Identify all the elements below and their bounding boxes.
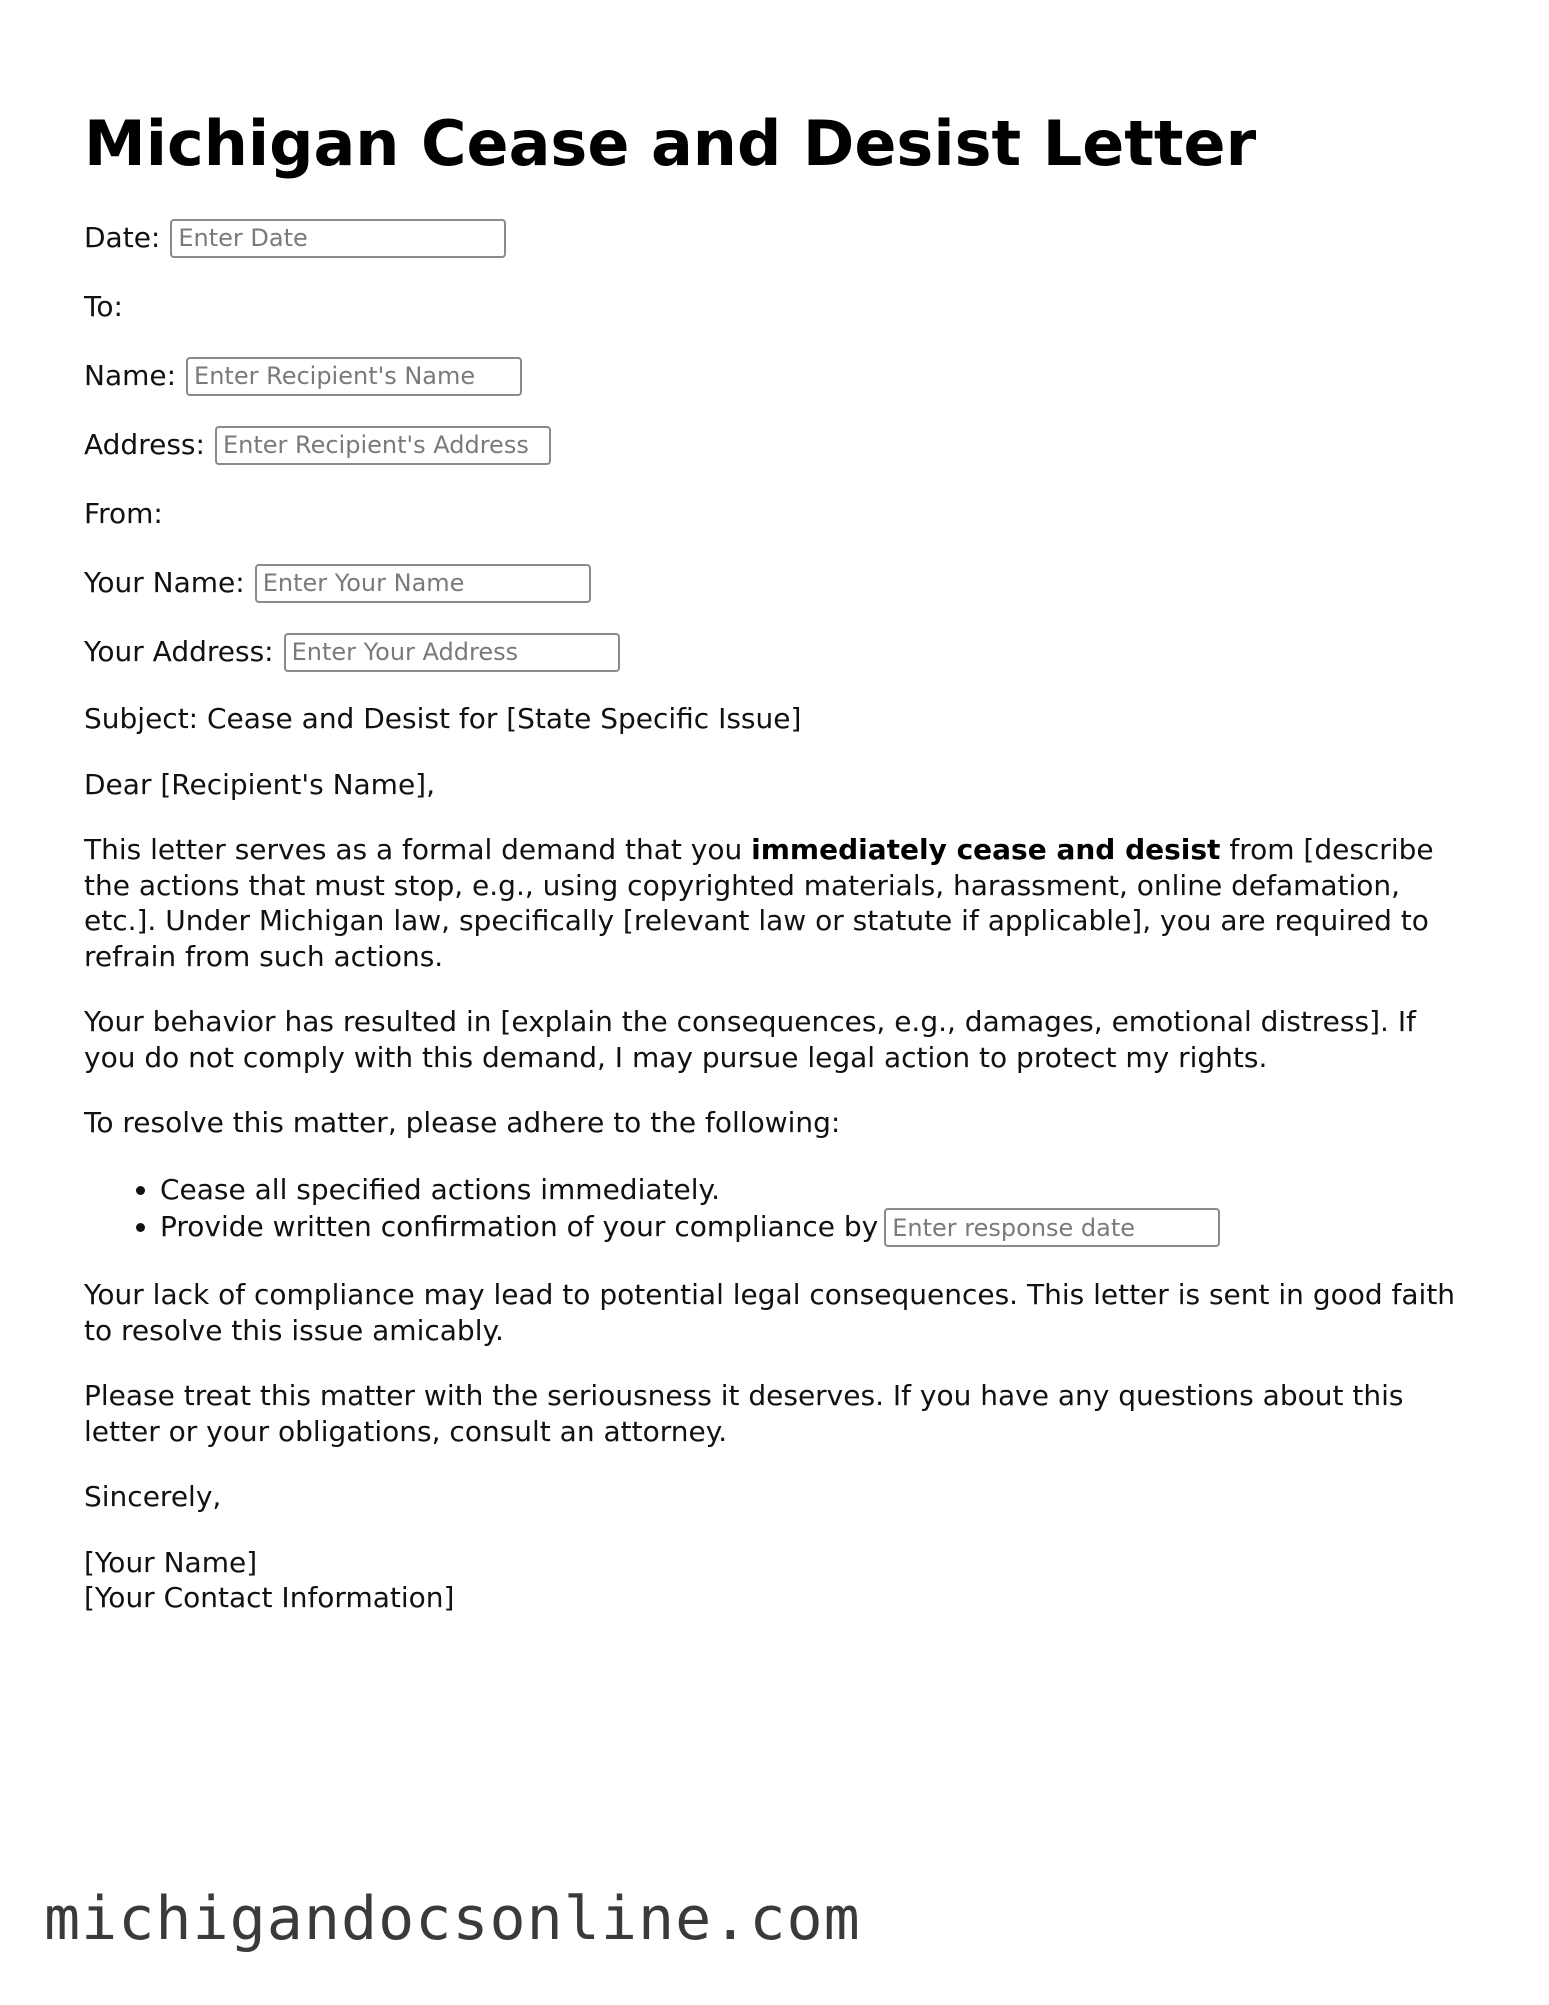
recipient-name-label: Name: bbox=[84, 359, 177, 393]
date-input[interactable] bbox=[170, 219, 506, 258]
paragraph-seriousness: Please treat this matter with the seriousness it deserves. If you have any questions about this letter or your obligations, consult an attorney. bbox=[84, 1379, 1404, 1448]
from-label: From: bbox=[84, 497, 163, 530]
sender-name-input[interactable] bbox=[255, 564, 591, 603]
sender-name-label: Your Name: bbox=[84, 566, 245, 600]
paragraph-demand-emphasis: immediately cease and desist bbox=[751, 833, 1221, 866]
paragraph-instructions: To resolve this matter, please adhere to the following: bbox=[84, 1106, 841, 1139]
list-item-text: Cease all specified actions immediately. bbox=[160, 1172, 720, 1206]
recipient-name-input[interactable] bbox=[186, 357, 522, 396]
response-date-input[interactable] bbox=[884, 1208, 1220, 1247]
recipient-address-label: Address: bbox=[84, 428, 205, 462]
sender-address-input[interactable] bbox=[284, 633, 620, 672]
sender-address-label: Your Address: bbox=[84, 635, 274, 669]
paragraph-compliance: Your lack of compliance may lead to potential legal consequences. This letter is sent in good faith to resolve this issue amicably. bbox=[84, 1278, 1456, 1347]
signature-name: [Your Name] bbox=[84, 1545, 258, 1579]
paragraph-consequences: Your behavior has resulted in [explain the consequences, e.g., damages, emotional distress]. If you do not comply with this demand, I may pursue legal action to protect my rights. bbox=[84, 1005, 1416, 1074]
date-row bbox=[84, 218, 1464, 258]
paragraph-demand-start: This letter serves as a formal demand that you bbox=[84, 833, 752, 866]
requirements-list bbox=[84, 1171, 1464, 1248]
to-label: To: bbox=[84, 290, 123, 323]
salutation: Dear [Recipient's Name], bbox=[84, 767, 435, 801]
list-item bbox=[160, 1208, 1464, 1248]
site-watermark: michigandocsonline.com bbox=[44, 1884, 861, 1954]
sender-address-row bbox=[84, 632, 1464, 672]
recipient-name-row bbox=[84, 356, 1464, 396]
recipient-address-row bbox=[84, 425, 1464, 465]
date-label: Date: bbox=[84, 221, 161, 255]
recipient-address-input[interactable] bbox=[215, 426, 551, 465]
paragraph-demand bbox=[84, 832, 1464, 974]
letter-body bbox=[84, 218, 1464, 1646]
page-title: Michigan Cease and Desist Letter bbox=[84, 107, 1257, 180]
closing: Sincerely, bbox=[84, 1480, 222, 1513]
list-item-text: Provide written confirmation of your compliance by bbox=[160, 1209, 879, 1243]
subject-line: Subject: Cease and Desist for [State Specific Issue] bbox=[84, 702, 802, 735]
signature-contact: [Your Contact Information] bbox=[84, 1581, 455, 1614]
sender-name-row bbox=[84, 563, 1464, 603]
paragraph-demand-end: from [describe the actions that must stop, e.g., using copyrighted materials, harassment, online defamation, etc.]. Under Michigan law, specifically [relevant law or statute if applicable], you are required to refrain from such actions. bbox=[84, 833, 1434, 973]
signature-block bbox=[84, 1545, 1464, 1616]
list-item bbox=[160, 1171, 1464, 1208]
